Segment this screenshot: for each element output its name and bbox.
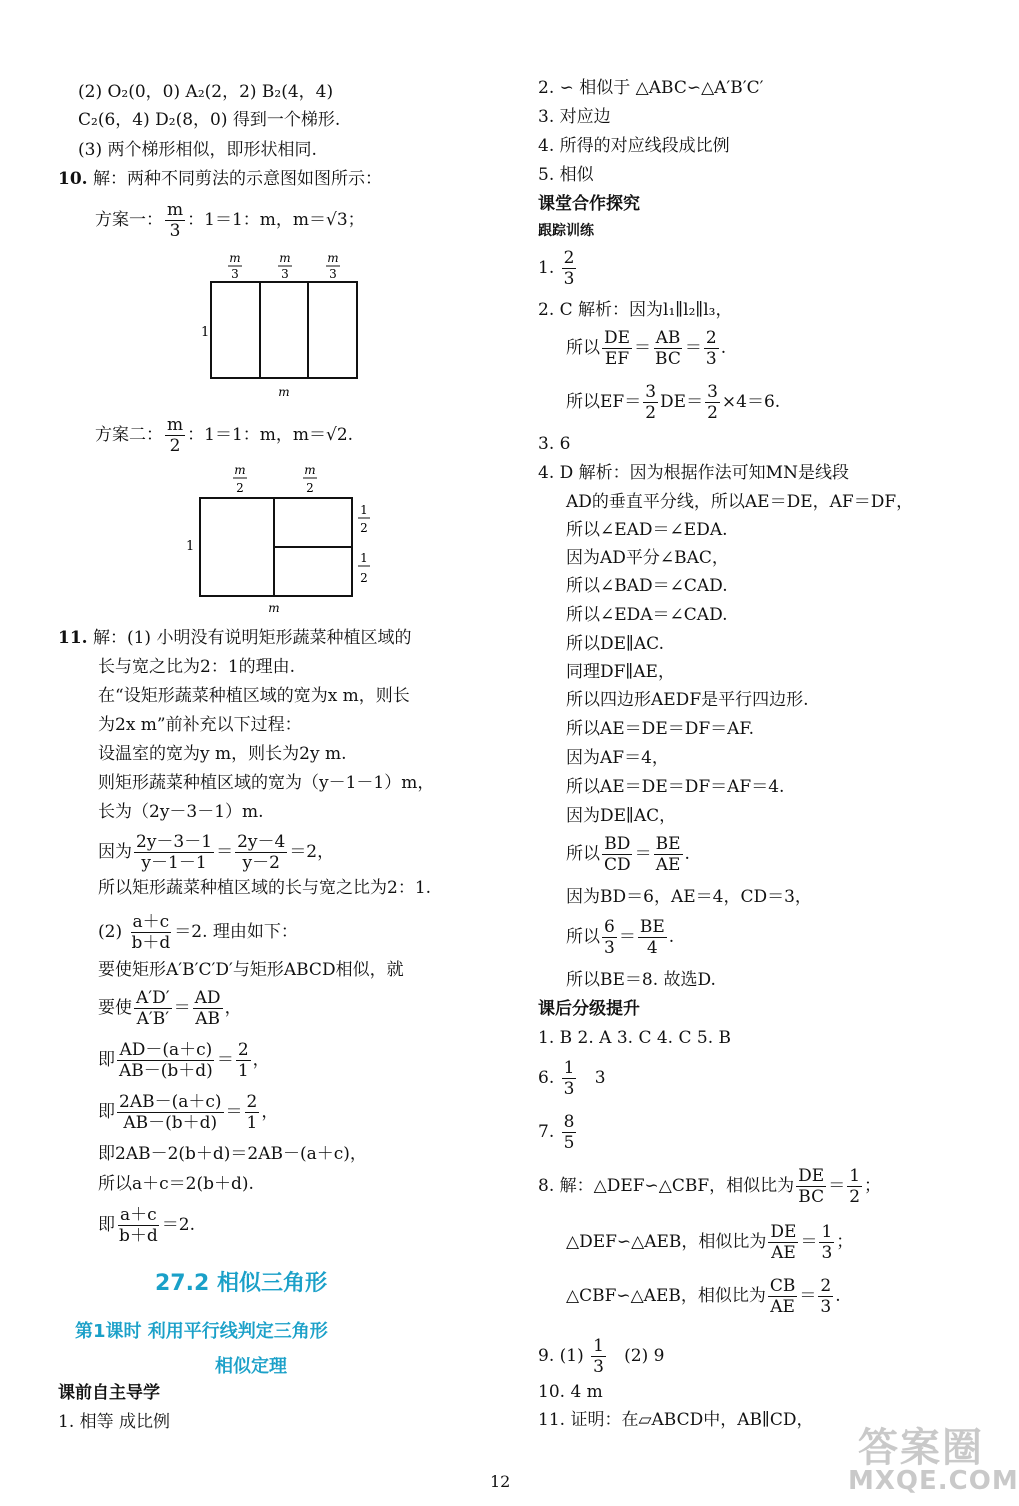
watermark-url: MXQE.COM — [848, 1466, 1019, 1496]
label-m: m — [229, 251, 241, 265]
plan-2: 方案二： $\frac{m}{2}$ ：1＝1：m，m＝√2. — [95, 415, 354, 456]
equation-line: △DEF∽△AEB，相似比为 $\frac{DE}{AE}$ ＝ $\frac{1}{3}$ ； — [566, 1222, 854, 1263]
text-line: AD的垂直平分线，所以AE＝DE，AF＝DF， — [566, 492, 914, 512]
equation-line: 9. (1) $\frac{1}{3}$ (2) 9 — [538, 1336, 665, 1377]
text-line: 设温室的宽为y m，则长为2y m. — [98, 744, 347, 764]
text-line: 在“设矩形蔬菜种植区域的宽为x m，则长 — [98, 686, 410, 706]
label-m: m — [327, 251, 339, 265]
question-11: 11. 解：(1) 小明没有说明矩形蔬菜种植区域的 — [58, 628, 412, 648]
question-number: 11. — [58, 628, 88, 648]
text-line: 所以BE＝8. 故选D. — [566, 970, 716, 990]
label-m: m — [268, 601, 280, 615]
text-line: C₂(6，4) D₂(8，0) 得到一个梯形. — [78, 110, 341, 130]
section-title: 27.2 相似三角形 — [155, 1271, 327, 1296]
text-line: 则矩形蔬菜种植区域的宽为（y－1－1）m， — [98, 773, 435, 793]
equation-line: 要使 $\frac{A'D'}{A'B'}$ ＝ $\frac{AD}{AB}$ ， — [98, 988, 242, 1029]
text-line: 所以AE＝DE＝DF＝AF＝4. — [566, 777, 785, 797]
text-line: 11. 证明：在▱ABCD中，AB∥CD， — [538, 1410, 814, 1430]
text-line: 所以矩形蔬菜种植区域的长与宽之比为2：1. — [98, 878, 432, 898]
text-line: 所以∠EDA＝∠CAD. — [566, 605, 728, 625]
text-line: 因为AF＝4， — [566, 748, 669, 768]
label-2: 2 — [360, 571, 368, 585]
figure-plan-2 — [180, 462, 380, 615]
fraction: $\frac{m}{3}$ — [167, 200, 184, 241]
text-line: 2. ∽ 相似于 △ABC∽△A′B′C′ — [538, 78, 764, 98]
figure-plan-1 — [195, 250, 375, 400]
page-number: 12 — [490, 1472, 511, 1491]
question-text: 解：两种不同剪法的示意图如图所示： — [92, 169, 382, 189]
text-line: 所以AE＝DE＝DF＝AF. — [566, 719, 754, 739]
text-line: 长为（2y－3－1）m. — [98, 802, 264, 822]
label-2: 2 — [306, 481, 314, 495]
text-line: 所以四边形AEDF是平行四边形. — [566, 690, 809, 710]
label-m: m — [234, 463, 246, 477]
plan-1: 方案一： $\frac{m}{3}$ ：1＝1：m，m＝√3； — [95, 200, 365, 241]
text-line: 3. 对应边 — [538, 107, 611, 127]
equation-line: 即 $\frac{2AB-(a+c)}{AB-(b+d)}$ ＝ $\frac{2}{1}$ ， — [98, 1092, 279, 1133]
text-line: 4. 所得的对应线段成比例 — [538, 136, 730, 156]
heading-coop: 课堂合作探究 — [538, 194, 640, 214]
equation-line: 6. $\frac{1}{3}$ 3 — [538, 1058, 606, 1099]
text-line: (2) O₂(0，0) A₂(2，2) B₂(4，4) — [78, 82, 334, 102]
label-1: 1 — [360, 503, 368, 517]
text-line: 为2x m”前补充以下过程： — [98, 715, 302, 735]
text-line: 所以DE∥AC. — [566, 634, 664, 654]
text-line: 因为DE∥AC， — [566, 806, 677, 826]
equation-line: 所以 $\frac{DE}{EF}$ ＝ $\frac{AB}{BC}$ ＝ $\frac{2}{3}$ . — [566, 328, 727, 369]
label-1: 1 — [201, 325, 210, 340]
equation-line: 所以EF＝ $\frac{3}{2}$ DE＝ $\frac{3}{2}$ ×4＝6. — [566, 382, 781, 423]
equation-line: 即 $\frac{a+c}{b+d}$ ＝2. — [98, 1205, 195, 1246]
lesson-title: 第1课时 利用平行线判定三角形 — [75, 1321, 328, 1342]
label-3: 3 — [231, 267, 239, 281]
text-line: 长与宽之比为2：1的理由. — [98, 657, 296, 677]
label-1: 1 — [360, 551, 368, 565]
text-line: 4. D 解析：因为根据作法可知MN是线段 — [538, 463, 849, 483]
text-line: 1. 相等 成比例 — [58, 1412, 171, 1432]
text-line: 所以a＋c＝2(b＋d). — [98, 1174, 254, 1194]
label-2: 2 — [236, 481, 244, 495]
equation-line: 8. 解：△DEF∽△CBF，相似比为 $\frac{DE}{BC}$ ＝ $\frac{1}{2}$ ； — [538, 1166, 882, 1207]
label-1: 1 — [186, 539, 195, 554]
text-line: 即2AB－2(b＋d)＝2AB－(a＋c)， — [98, 1144, 367, 1164]
heading-track: 跟踪训练 — [538, 223, 594, 239]
label-2: 2 — [360, 521, 368, 535]
plan-label: 方案一： — [95, 210, 163, 230]
label-3: 3 — [281, 267, 289, 281]
lesson-subtitle: 相似定理 — [215, 1356, 287, 1377]
heading-pre-study: 课前自主导学 — [58, 1383, 160, 1403]
heading-post: 课后分级提升 — [538, 999, 640, 1019]
text-line: 所以∠BAD＝∠CAD. — [566, 576, 728, 596]
label-3: 3 — [329, 267, 337, 281]
text-line: 同理DF∥AE， — [566, 662, 675, 682]
equation-line: △CBF∽△AEB，相似比为 $\frac{CB}{AE}$ ＝ $\frac{2}{3}$ . — [566, 1276, 841, 1317]
equation-line: 即 $\frac{AD-(a+c)}{AB-(b+d)}$ ＝ $\frac{2}{1}$ ， — [98, 1040, 270, 1081]
text-line: 所以∠EAD＝∠EDA. — [566, 520, 728, 540]
plan-label: 方案二： — [95, 425, 163, 445]
text-line: 1. B 2. A 3. C 4. C 5. B — [538, 1028, 732, 1048]
text-line: 因为BD＝6，AE＝4，CD＝3， — [566, 887, 812, 907]
text-line: 要使矩形A′B′C′D′与矩形ABCD相似，就 — [98, 960, 404, 980]
equation-line: 1. $\frac{2}{3}$ — [538, 248, 575, 289]
label-m: m — [304, 463, 316, 477]
label-m: m — [279, 251, 291, 265]
equation-line: (2) $\frac{a+c}{b+d}$ ＝2. 理由如下： — [98, 912, 298, 953]
text-line: 10. 4 m — [538, 1382, 603, 1402]
equation-line: 所以 $\frac{BD}{CD}$ ＝ $\frac{BE}{AE}$ . — [566, 834, 690, 875]
text-line: 5. 相似 — [538, 165, 594, 185]
equation-line: 所以 $\frac{6}{3}$ ＝ $\frac{BE}{4}$ . — [566, 917, 675, 958]
text-line: (3) 两个梯形相似，即形状相同. — [78, 140, 317, 160]
watermark-logo — [838, 1416, 1019, 1502]
fraction: $\frac{m}{2}$ — [167, 415, 184, 456]
text-line: 2. C 解析：因为l₁∥l₂∥l₃， — [538, 300, 733, 320]
question-number: 10. — [58, 169, 88, 189]
watermark-text: 答案圈 — [858, 1425, 984, 1471]
text-line: 因为AD平分∠BAC， — [566, 548, 729, 568]
equation-line: 因为 $\frac{2y-3-1}{y-1-1}$ ＝ $\frac{2y-4}{y-2}$ ＝2， — [98, 832, 335, 873]
label-m: m — [278, 385, 290, 399]
equation-line: 7. $\frac{8}{5}$ — [538, 1112, 575, 1153]
question-10 — [58, 167, 382, 191]
text-line: 3. 6 — [538, 434, 571, 454]
